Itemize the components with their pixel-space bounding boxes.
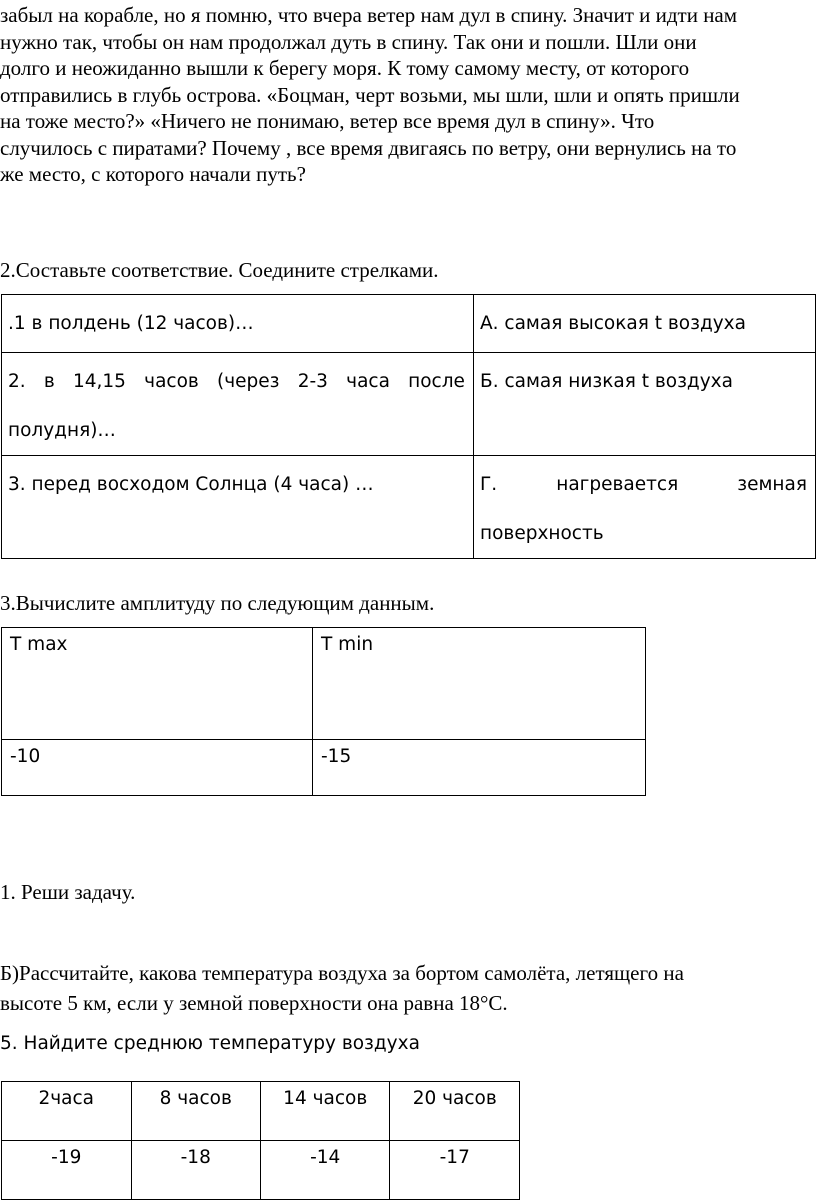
task3-heading: 3.Вычислите амплитуду по следующим данным.: [0, 591, 435, 615]
value-cell: -15: [313, 740, 646, 796]
word: (через: [217, 371, 280, 392]
table-row: [2, 740, 646, 796]
average-temp-table: [1, 1081, 520, 1200]
value-cell: -10: [2, 740, 313, 796]
word: часа: [346, 371, 390, 392]
value-cell: -19: [2, 1141, 132, 1200]
match-right-cell: А. самая высокая t воздуха: [474, 295, 816, 353]
match-left-cell: [2, 353, 474, 456]
table-row: [2, 456, 816, 559]
word: 2-3: [297, 371, 328, 392]
intro-line: же место, с которого начали путь?: [0, 162, 306, 186]
table-row: [2, 1082, 520, 1141]
word: Г.: [480, 474, 498, 495]
match-left-cell: 3. перед восходом Солнца (4 часа) …: [2, 456, 474, 559]
task4-heading: 1. Реши задачу.: [0, 880, 136, 904]
table-row: [2, 628, 646, 740]
word: нагревается: [556, 474, 679, 495]
taskB-line1: Б)Рассчитайте, какова температура воздуха за бортом самолёта, летящего на: [0, 961, 684, 985]
word: 2.: [8, 371, 26, 392]
match-right-line1: [480, 460, 807, 509]
word: часов: [144, 371, 199, 392]
table-row: [2, 353, 816, 456]
value-cell: -14: [260, 1141, 389, 1200]
word: 14,15: [72, 371, 126, 392]
taskB-line2: высоте 5 км, если у земной поверхности она равна 18°С.: [0, 991, 508, 1015]
match-right-cell: [474, 456, 816, 559]
match-left-line2: полудня)…: [8, 420, 116, 441]
intro-line: на тоже место?» «Ничего не понимаю, ветер все время дул в спину». Что: [0, 109, 655, 133]
intro-line: долго и неожиданно вышли к берегу моря. К тому самому месту, от которого: [0, 56, 690, 80]
intro-line: отправились в глубь острова. «Боцман, черт возьми, мы шли, шли и опять пришли: [0, 82, 740, 107]
word: после: [408, 371, 465, 392]
match-right-line2: поверхность: [480, 523, 604, 544]
amplitude-table: [1, 627, 646, 796]
table-row: [2, 1141, 520, 1200]
intro-line: случилось с пиратами? Почему , все время двигаясь по ветру, они вернулись на то: [0, 135, 737, 160]
word: в: [43, 371, 55, 392]
word: земная: [737, 474, 807, 495]
value-cell: -18: [131, 1141, 260, 1200]
task2-heading: 2.Составьте соответствие. Соедините стрелками.: [0, 258, 439, 282]
header-cell: 20 часов: [390, 1082, 520, 1141]
value-cell: -17: [390, 1141, 520, 1200]
intro-text: [0, 2, 812, 188]
intro-line: забыл на корабле, но я помню, что вчера ветер нам дул в спину. Значит и идти нам: [0, 3, 738, 27]
task5-heading: 5. Найдите среднюю температуру воздуха: [0, 1033, 420, 1054]
match-left-cell: .1 в полдень (12 часов)…: [2, 295, 474, 353]
header-cell: 8 часов: [131, 1082, 260, 1141]
match-left-line1: [8, 357, 465, 406]
intro-line: нужно так, чтобы он нам продолжал дуть в спину. Так они и пошли. Шли они: [0, 29, 697, 54]
matching-table: [1, 294, 816, 559]
header-cell: 14 часов: [260, 1082, 389, 1141]
match-right-cell: Б. самая низкая t воздуха: [474, 353, 816, 456]
header-cell: T max: [2, 628, 313, 740]
header-cell: 2часа: [2, 1082, 132, 1141]
table-row: [2, 295, 816, 353]
header-cell: T min: [313, 628, 646, 740]
